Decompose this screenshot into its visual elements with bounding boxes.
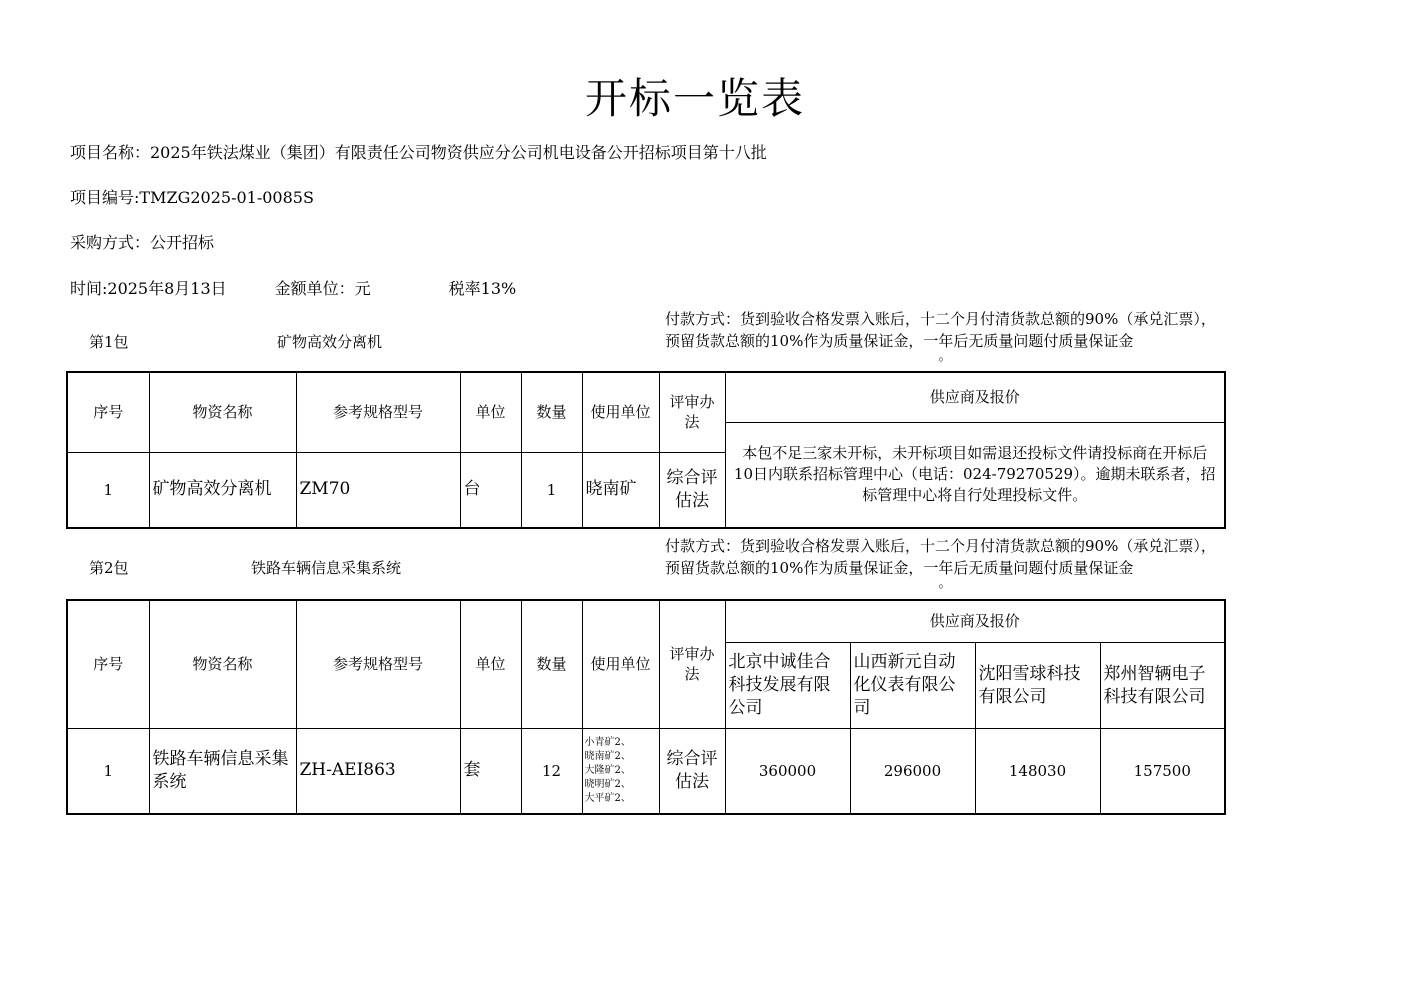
header-eval: 评审办法: [659, 372, 725, 452]
user-line: 大平矿2、: [584, 792, 631, 804]
row-qty: 12: [521, 728, 582, 814]
row-seq: 1: [67, 728, 149, 814]
header-qty: 数量: [521, 372, 582, 452]
row-material: 铁路车辆信息采集系统: [149, 728, 296, 814]
opening-time: 时间:2025年8月13日: [70, 279, 227, 298]
page-title: 开标一览表: [584, 74, 805, 123]
package-1-payment-text: 付款方式：货到验收合格发票入账后，十二个月付清货款总额的90%（承兑汇票），预留货款总额的10%作为质量保证金，一年后无质量问题付质量保证金: [665, 310, 1216, 350]
package-1-number: 第1包: [89, 333, 129, 351]
header-material: 物资名称: [149, 372, 296, 452]
row-unit: 台: [460, 452, 521, 528]
supplier-name: 郑州智辆电子科技有限公司: [1100, 642, 1225, 728]
tax-rate: 税率13%: [448, 279, 517, 298]
package-2-table: [66, 599, 1226, 815]
header-spec: 参考规格型号: [296, 600, 460, 728]
header-qty: 数量: [521, 600, 582, 728]
supplier-name: 沈阳雪球科技有限公司: [975, 642, 1100, 728]
price-cell: 157500: [1100, 728, 1225, 814]
row-user: [582, 728, 659, 814]
package-2-payment: [665, 535, 1225, 589]
header-seq: 序号: [67, 600, 149, 728]
row-unit: 套: [460, 728, 521, 814]
info-line: [70, 276, 516, 299]
package-2-number: 第2包: [89, 559, 129, 577]
header-unit: 单位: [460, 600, 521, 728]
price-cell: 296000: [850, 728, 975, 814]
header-user: 使用单位: [582, 600, 659, 728]
header-seq: 序号: [67, 372, 149, 452]
header-unit: 单位: [460, 372, 521, 452]
package-1-note: 本包不足三家未开标，未开标项目如需退还投标文件请投标商在开标后10日内联系招标管理中心（电话：024-79270529）。逾期未联系者，招标管理中心将自行处理投标文件。: [725, 422, 1225, 528]
row-seq: 1: [67, 452, 149, 528]
package-1-payment: [665, 308, 1225, 362]
row-eval: 综合评估法: [659, 452, 725, 528]
package-2-payment-tail: 。: [938, 576, 952, 591]
procurement-method: 采购方式：公开招标: [70, 233, 215, 252]
user-line: 晓明矿2、: [584, 778, 631, 790]
package-1-table: [66, 371, 1226, 529]
header-material: 物资名称: [149, 600, 296, 728]
project-number: 项目编号:TMZG2025-01-0085S: [70, 188, 314, 207]
header-spec: 参考规格型号: [296, 372, 460, 452]
header-supplier: 供应商及报价: [725, 600, 1225, 642]
row-user: 晓南矿: [582, 452, 659, 528]
supplier-name: 北京中诚佳合科技发展有限公司: [725, 642, 850, 728]
row-material: 矿物高效分离机: [149, 452, 296, 528]
row-spec: ZH-AEI863: [296, 728, 460, 814]
price-cell: 148030: [975, 728, 1100, 814]
table-row: [67, 728, 1225, 814]
package-1-name: 矿物高效分离机: [277, 333, 383, 351]
package-2-name: 铁路车辆信息采集系统: [251, 559, 402, 577]
row-qty: 1: [521, 452, 582, 528]
package-1-payment-tail: 。: [938, 349, 952, 364]
header-user: 使用单位: [582, 372, 659, 452]
row-spec: ZM70: [296, 452, 460, 528]
user-line: 晓南矿2、: [584, 750, 631, 762]
package-2-payment-text: 付款方式：货到验收合格发票入账后，十二个月付清货款总额的90%（承兑汇票），预留货款总额的10%作为质量保证金，一年后无质量问题付质量保证金: [665, 537, 1216, 577]
price-cell: 360000: [725, 728, 850, 814]
user-line: 小青矿2、: [584, 736, 631, 748]
header-eval: 评审办法: [659, 600, 725, 728]
row-eval: 综合评估法: [659, 728, 725, 814]
supplier-name: 山西新元自动化仪表有限公司: [850, 642, 975, 728]
amount-unit: 金额单位：元: [274, 279, 371, 298]
project-name: 项目名称：2025年铁法煤业（集团）有限责任公司物资供应分公司机电设备公开招标项目第十八批: [70, 143, 767, 162]
user-line: 大隆矿2、: [584, 764, 631, 776]
header-supplier: 供应商及报价: [725, 372, 1225, 422]
